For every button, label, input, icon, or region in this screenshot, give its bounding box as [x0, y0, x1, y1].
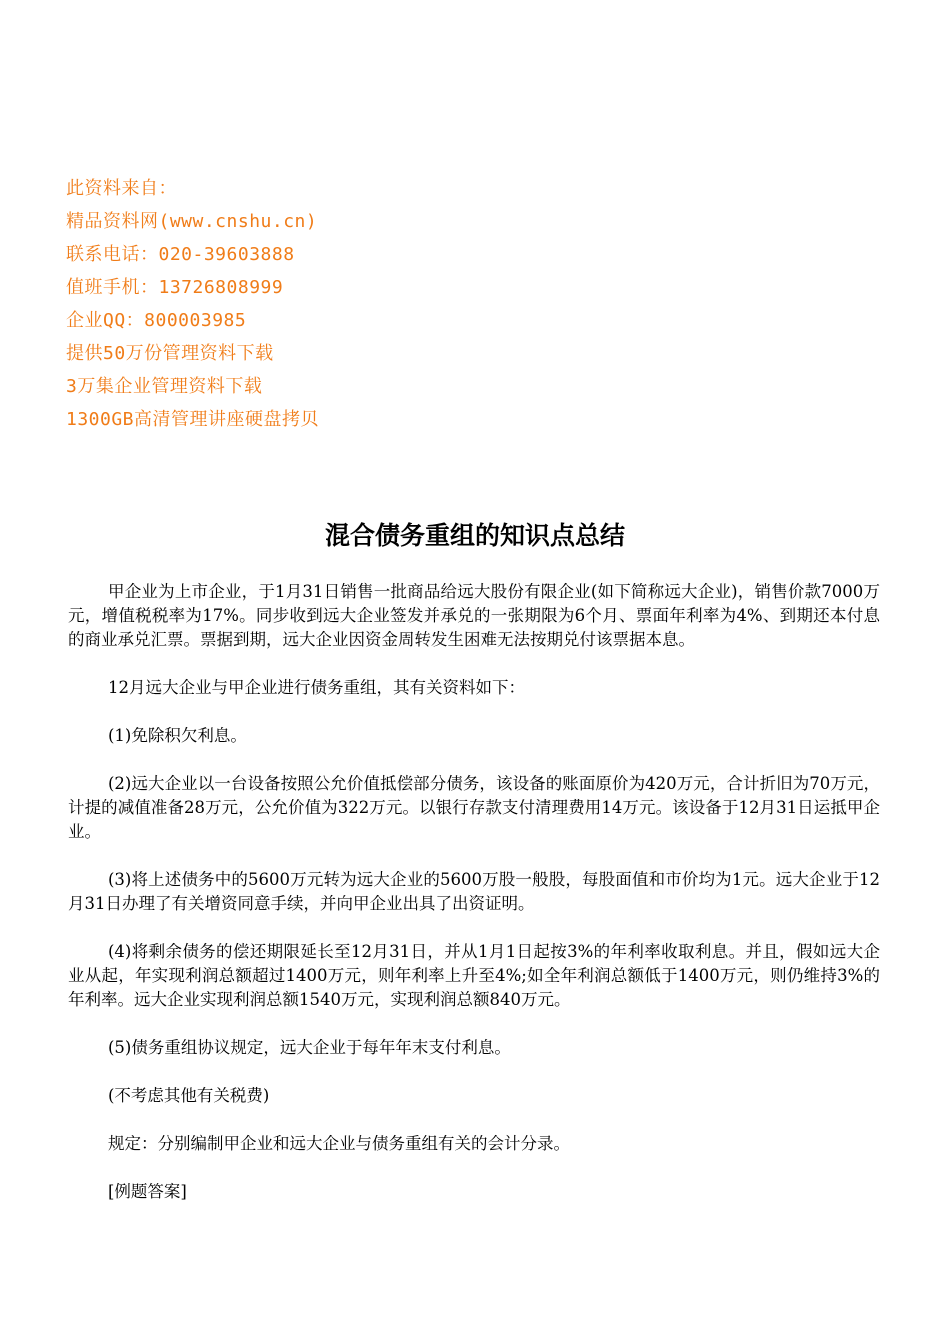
paragraph-item-4: (4)将剩余债务的偿还期限延长至12月31日，并从1月1日起按3%的年利率收取利息。并且，假如远大企业从起，年实现利润总额超过1400万元，则年利率上升至4%;如全年利润总额低于1400万元，则仍维持3%的年利率。远大企业实现利润总额1540万元，实现利润总额840万元。	[68, 942, 880, 1009]
source-line-qq: 企业QQ：800003985	[66, 310, 247, 331]
paragraph-item-5: (5)债务重组协议规定，远大企业于每年年末支付利息。	[108, 1038, 511, 1057]
document-title: 混合债务重组的知识点总结	[324, 521, 625, 550]
paragraph-note: (不考虑其他有关税费)	[108, 1086, 270, 1105]
source-line-offer-1: 提供50万份管理资料下载	[66, 343, 274, 364]
paragraph-background: 甲企业为上市企业，于1月31日销售一批商品给远大股份有限企业(如下简称远大企业)，销售价款7000万元，增值税税率为17%。同步收到远大企业签发并承兑的一张期限为6个月、票面年利率为4%、到期还本付息的商业承兑汇票。票据到期，远大企业因资金周转发生困难无法按期兑付该票据本息。	[68, 582, 880, 649]
source-line-website: 精品资料网(www.cnshu.cn)	[66, 211, 318, 232]
source-line-offer-3: 1300GB高清管理讲座硬盘拷贝	[66, 409, 320, 430]
paragraph-item-3: (3)将上述债务中的5600万元转为远大企业的5600万股一般股，每股面值和市价均为1元。远大企业于12月31日办理了有关增资同意手续，并向甲企业出具了出资证明。	[68, 870, 880, 913]
paragraph-answer-heading: [例题答案]	[108, 1182, 187, 1201]
source-line-phone: 联系电话：020-39603888	[66, 244, 295, 265]
source-line-offer-2: 3万集企业管理资料下载	[66, 376, 263, 397]
source-info-block	[66, 172, 486, 436]
paragraph-item-1: (1)免除积欠利息。	[108, 726, 247, 745]
paragraph-intro: 12月远大企业与甲企业进行债务重组，其有关资料如下：	[108, 678, 525, 697]
paragraph-requirement: 规定：分别编制甲企业和远大企业与债务重组有关的会计分录。	[108, 1134, 570, 1153]
source-line-mobile: 值班手机：13726808999	[66, 277, 284, 298]
source-line-from: 此资料来自：	[66, 178, 177, 199]
document-body	[68, 580, 880, 1228]
paragraph-item-2: (2)远大企业以一台设备按照公允价值抵偿部分债务，该设备的账面原价为420万元，合计折旧为70万元，计提的减值准备28万元，公允价值为322万元。以银行存款支付清理费用14万元。该设备于12月31日运抵甲企业。	[68, 774, 880, 841]
